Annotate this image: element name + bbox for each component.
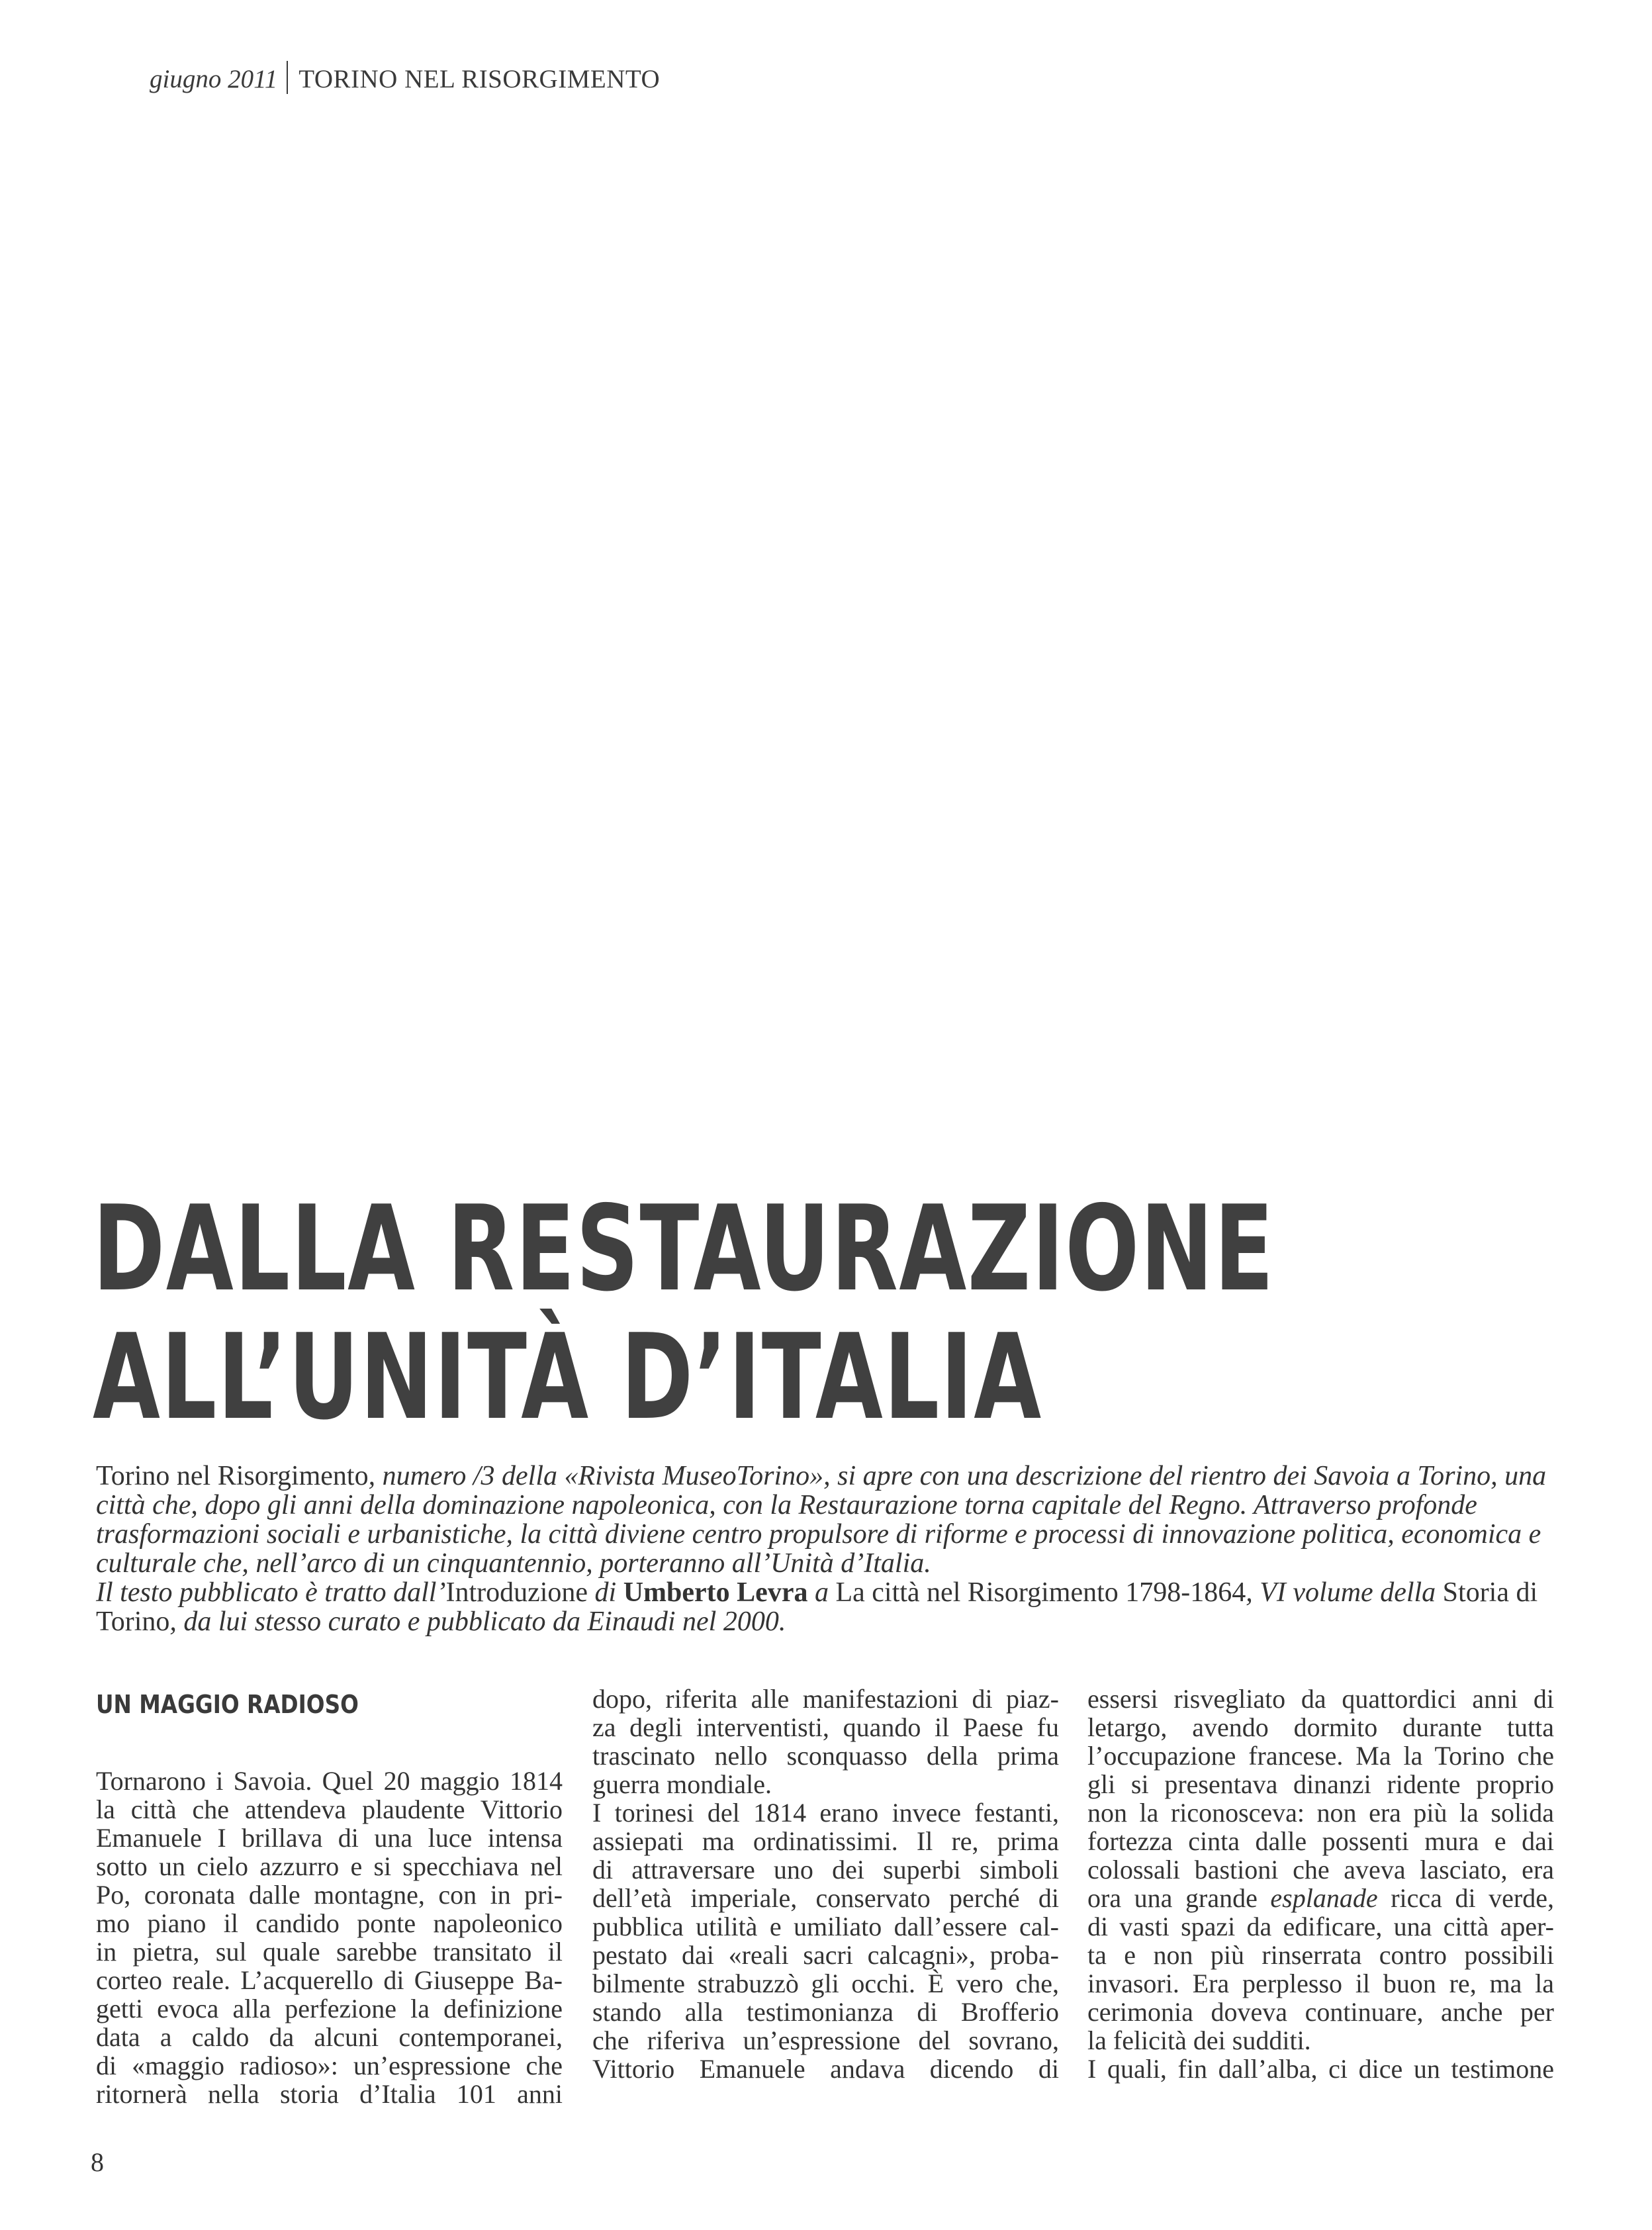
column-line [1087, 1884, 1554, 1912]
column-line: pestato dai «reali sacri calcagni», proba- [592, 1940, 1059, 1970]
column-line: colossali bastioni che aveva lasciato, era [1087, 1855, 1554, 1884]
section-title: TORINO NEL RISORGIMENTO [298, 65, 661, 93]
column-line: bilmente strabuzzò gli occhi. È vero che, [592, 1969, 1059, 1998]
column-line: di attraversare uno dei superbi simboli [592, 1855, 1059, 1884]
column-line: I torinesi del 1814 erano invece festanti, [592, 1798, 1059, 1828]
line-segment: ricca di verde, [1377, 1883, 1555, 1913]
column-line: za degli interventisti, quando il Paese fu [592, 1712, 1059, 1742]
column-line: dell’età imperiale, conservato perché di [592, 1883, 1059, 1913]
intro-source-c: di [588, 1577, 623, 1608]
header-divider [287, 61, 288, 94]
article-intro [96, 1462, 1559, 1636]
column-line: non la riconosceva: non era più la solida [1087, 1798, 1554, 1828]
column-line: la città che attendeva plaudente Vittorio [96, 1794, 563, 1824]
column-line: corteo reale. L’acquerello di Giuseppe Ba- [96, 1965, 563, 1995]
intro-source-h: , da lui stesso curato e pubblicato da Einaudi nel 2000. [169, 1606, 786, 1637]
intro-paragraph-1 [96, 1462, 1559, 1578]
intro-source-d: a [807, 1577, 836, 1608]
column-line: di vasti spazi da edificare, una città aper- [1087, 1912, 1554, 1941]
text-column-3 [1087, 1685, 1554, 2083]
intro-author: Umberto Levra [623, 1577, 808, 1608]
title-line-1: DALLA RESTAURAZIONE [93, 1180, 1275, 1317]
text-column-2 [592, 1685, 1059, 2083]
column-line: ritornerà nella storia d’Italia 101 anni [96, 2079, 563, 2109]
line-italic-term: esplanade [1270, 1883, 1378, 1913]
column-line: trascinato nello sconquasso della prima [592, 1741, 1059, 1771]
column-line: Tornarono i Savoia. Quel 20 maggio 1814 [96, 1766, 563, 1796]
column-line: gli si presentava dinanzi ridente proprio [1087, 1769, 1554, 1799]
text-column-1 [96, 1767, 563, 2108]
column-line: dopo, riferita alle manifestazioni di piaz- [592, 1684, 1059, 1714]
intro-source-a: Il testo pubblicato è tratto dall’ [96, 1577, 446, 1608]
column-line: sotto un cielo azzurro e si specchiava nel [96, 1851, 563, 1881]
intro-magazine-title: Torino nel Risorgimento [96, 1461, 369, 1491]
column-line: guerra mondiale. [592, 1769, 772, 1799]
column-line: Emanuele I brillava di una luce intensa [96, 1823, 563, 1853]
intro-paragraph-2 [96, 1578, 1559, 1636]
column-line: Po, coronata dalle montagne, con in pri- [96, 1880, 563, 1910]
column-line: la felicità dei sudditi. [1087, 2025, 1311, 2055]
page-number: 8 [91, 2147, 104, 2177]
column-line: ta e non più rinserrata contro possibili [1087, 1940, 1554, 1970]
column-line: pubblica utilità e umiliato dall’essere cal- [592, 1912, 1059, 1941]
column-line: mo piano il candido ponte napoleonico [96, 1908, 563, 1938]
column-line: assiepati ma ordinatissimi. Il re, prima [592, 1826, 1059, 1856]
section-subhead: UN MAGGIO RADIOSO [96, 1690, 359, 1719]
column-line: invasori. Era perplesso il buon re, ma la [1087, 1969, 1554, 1998]
intro-summary: , numero /3 della «Rivista MuseoTorino», si apre con una descrizione del rientro dei Savoia a Torino, una città che, dopo gli anni della dominazione napoleonica, con la Restaurazione torna capitale del Regno. Attraverso profonde trasformazioni sociali e urbanistiche, la città diviene centro propulsore di riforme e processi di innovazione politica, economica e culturale che, nell’arco di un cinquantennio, porteranno all’Unità d’Italia. [96, 1461, 1547, 1579]
column-line: getti evoca alla perfezione la definizione [96, 1994, 563, 2023]
column-line: data a caldo da alcuni contemporanei, [96, 2022, 563, 2052]
column-line: I quali, fin dall’alba, ci dice un testimone [1087, 2054, 1554, 2084]
intro-source-f: , VI volume della [1246, 1577, 1443, 1608]
issue-date: giugno 2011 [150, 65, 278, 93]
intro-source-work: Introduzione [445, 1577, 588, 1608]
intro-book-title: La città nel Risorgimento 1798-1864 [835, 1577, 1246, 1608]
column-line: letargo, avendo dormito durante tutta [1087, 1712, 1554, 1742]
running-head [150, 61, 660, 94]
column-line: di «maggio radioso»: un’espressione che [96, 2051, 563, 2080]
article-title [93, 1180, 1275, 1446]
column-line: che riferiva un’espressione del sovrano, [592, 2025, 1059, 2055]
column-line: l’occupazione francese. Ma la Torino che [1087, 1741, 1554, 1771]
column-line: stando alla testimonianza di Brofferio [592, 1997, 1059, 2027]
column-line: Vittorio Emanuele andava dicendo di [592, 2054, 1059, 2084]
column-line: fortezza cinta dalle possenti mura e dai [1087, 1826, 1554, 1856]
column-line: essersi risvegliato da quattordici anni di [1087, 1684, 1554, 1714]
line-segment: ora una grande [1087, 1883, 1271, 1913]
column-line: cerimonia doveva continuare, anche per [1087, 1997, 1554, 2027]
column-line: in pietra, sul quale sarebbe transitato il [96, 1937, 563, 1967]
title-line-2: ALL’UNITÀ D’ITALIA [93, 1309, 1042, 1446]
intro-series-title: Storia di Torino [96, 1577, 1538, 1637]
